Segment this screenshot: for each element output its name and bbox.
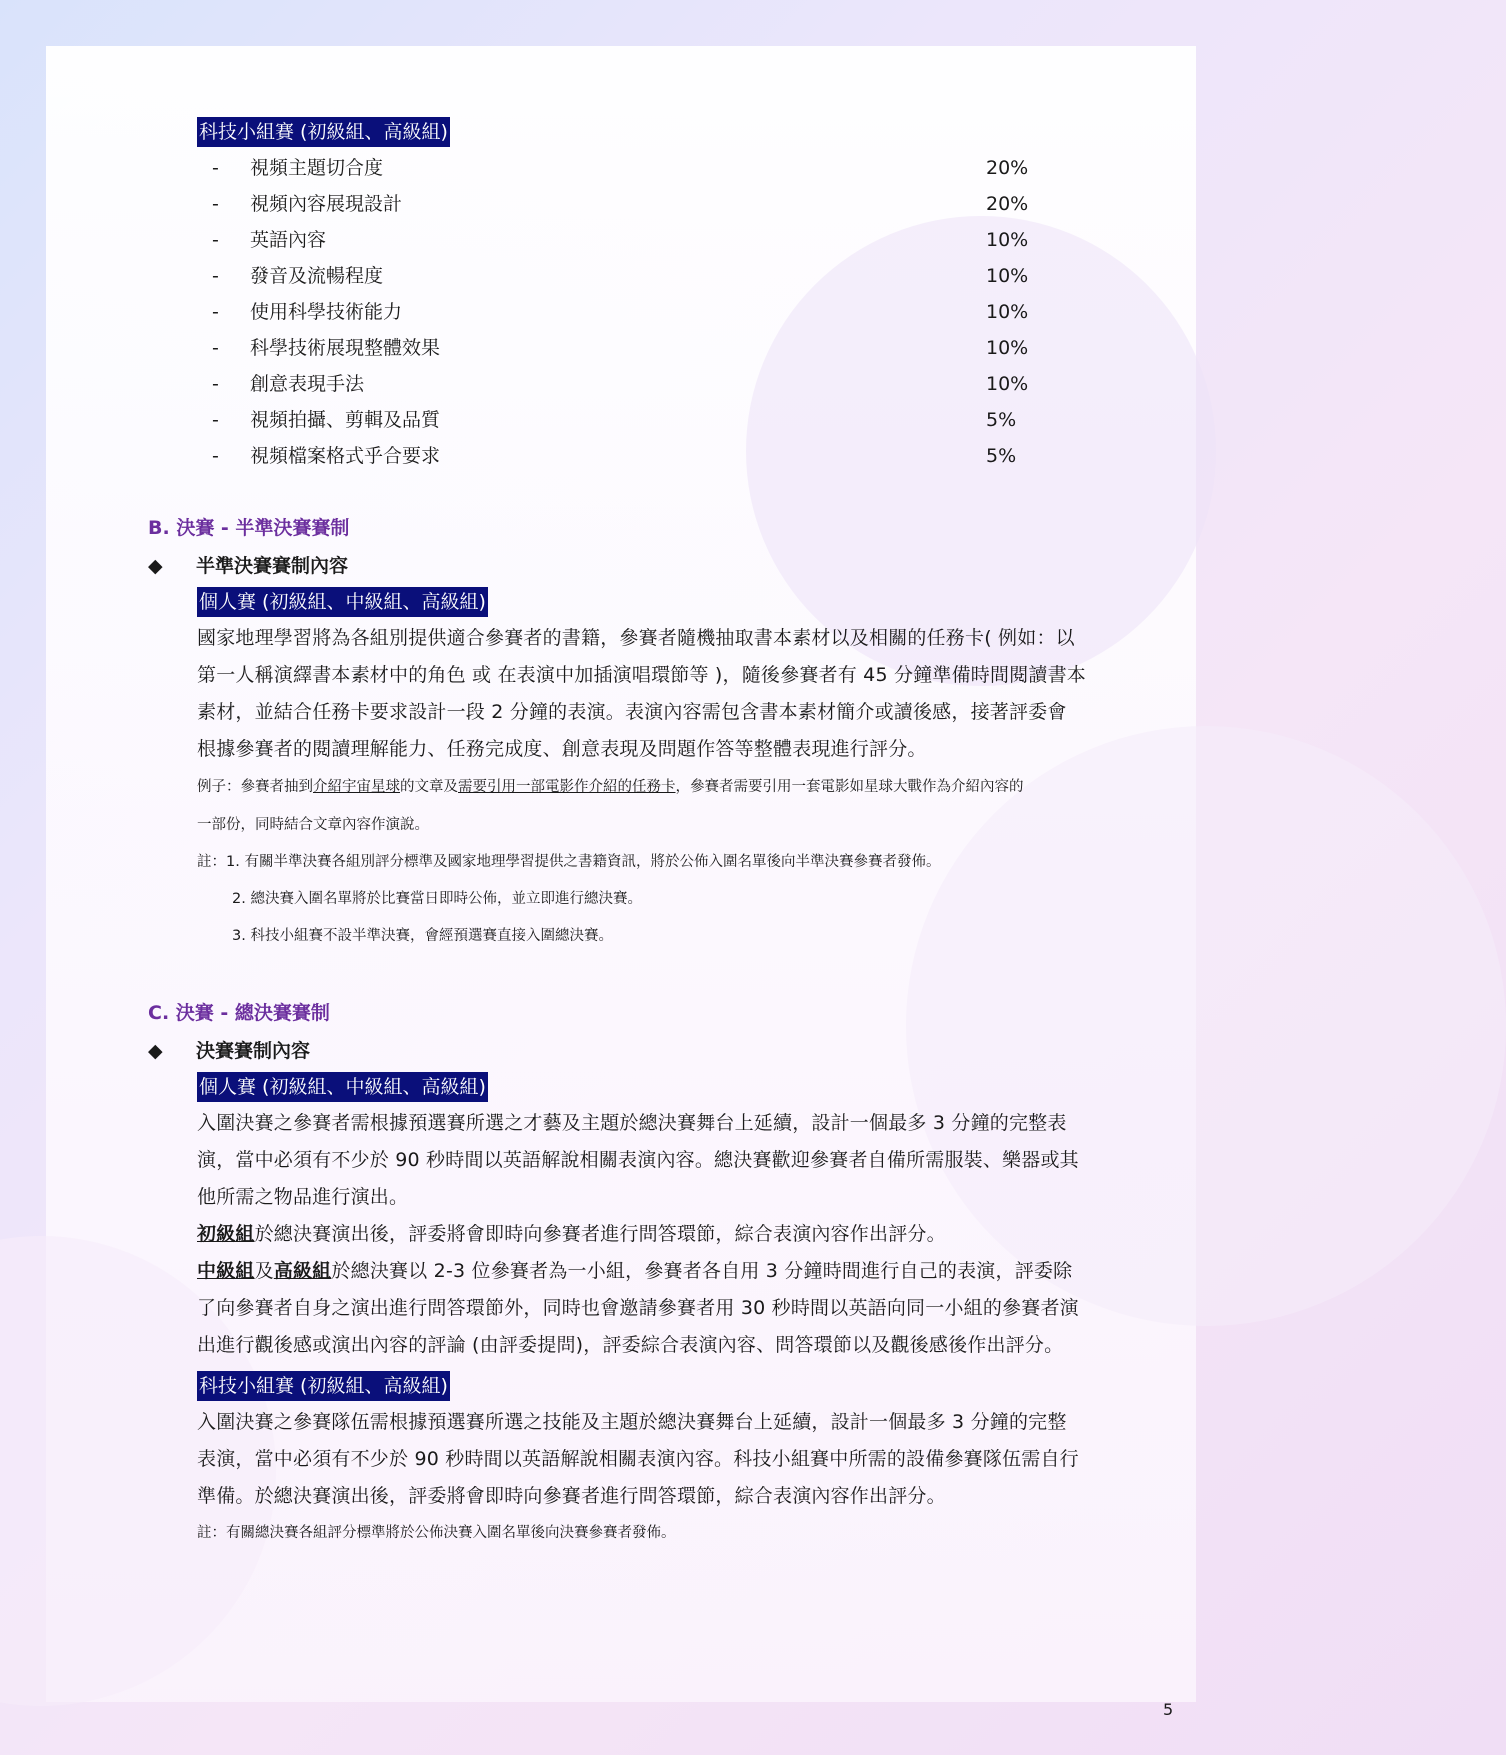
criteria-dash: -	[212, 337, 219, 359]
text-line: 準備。於總決賽演出後，評委將會即時向參賽者進行問答環節，綜合表演內容作出評分。	[197, 1485, 946, 1507]
text-line	[197, 1216, 1197, 1253]
example-part: 例子：參賽者抽到	[197, 779, 313, 795]
criteria-weight: 10%	[986, 301, 1029, 323]
criteria-name: 視頻拍攝、剪輯及品質	[250, 409, 441, 431]
tech-description	[197, 1404, 1197, 1515]
diamond-bullet-icon: ◆	[148, 555, 163, 577]
text-line: 素材，並結合任務卡要求設計一段 2 分鐘的表演。表演內容需包含書本素材簡介或讀後感，接著評委會	[197, 701, 1067, 723]
section-b-subheading	[148, 551, 348, 581]
note-2: 2. 總決賽入圍名單將於比賽當日即時公佈，並立即進行總決賽。	[232, 891, 642, 907]
group-name-high: 高級組	[273, 1260, 332, 1282]
text-line: 根據參賽者的閱讀理解能力、任務完成度、創意表現及問題作答等整體表現進行評分。	[197, 738, 927, 760]
document-content	[46, 46, 1196, 1719]
criteria-name: 視頻檔案格式乎合要求	[250, 445, 441, 467]
criteria-name: 發音及流暢程度	[250, 265, 384, 287]
group-name-mid: 中級組	[197, 1260, 255, 1282]
criteria-weight: 20%	[986, 193, 1029, 215]
criteria-name: 科學技術展現整體效果	[250, 337, 441, 359]
category-label-individual: 個人賽 (初級組、中級組、高級組)	[197, 1072, 488, 1102]
example-part: 的文章及	[400, 779, 458, 795]
section-b-description	[197, 620, 1197, 768]
criteria-name: 視頻主題切合度	[250, 157, 384, 179]
page-sheet	[46, 46, 1196, 1719]
text-line: 第一人稱演繹書本素材中的角色 或 在表演中加插演唱環節等 )，隨後參賽者有 45 分鐘準備時間閱讀書本	[197, 664, 1086, 686]
text-line: 入圍決賽之參賽者需根據預選賽所選之才藝及主題於總決賽舞台上延續，設計一個最多 3 分鐘的完整表	[197, 1112, 1067, 1134]
text-part: 及	[254, 1260, 274, 1282]
text-part: 於總決賽演出後，評委將會即時向參賽者進行問答環節，綜合表演內容作出評分。	[254, 1223, 946, 1245]
criteria-dash: -	[212, 409, 219, 431]
criteria-dash: -	[212, 445, 219, 467]
example-text	[197, 768, 1197, 844]
text-line: 出進行觀後感或演出內容的評論 (由評委提問)，評委綜合表演內容、問答環節以及觀後感後作出評分。	[197, 1334, 1064, 1356]
criteria-name: 使用科學技術能力	[250, 301, 403, 323]
criteria-name: 英語內容	[250, 229, 327, 251]
group-name-junior: 初級組	[197, 1223, 255, 1245]
text-part: 於總決賽以 2-3 位參賽者為一小組，參賽者各自用 3 分鐘時間進行自己的表演，評委除	[331, 1260, 1073, 1282]
criteria-dash: -	[212, 265, 219, 287]
example-underlined: 需要引用一部電影作介紹的任務卡	[458, 779, 676, 795]
criteria-weight: 10%	[986, 337, 1029, 359]
example-underlined: 介紹宇宙星球	[313, 779, 400, 795]
section-c-subheading	[148, 1036, 310, 1066]
subheading-text: 半準決賽賽制內容	[196, 555, 349, 577]
criteria-dash: -	[212, 193, 219, 215]
note-1: 註：1. 有關半準決賽各組別評分標準及國家地理學習提供之書籍資訊，將於公佈入圍名單後向半準決賽參賽者發佈。	[197, 854, 941, 870]
note-3: 3. 科技小組賽不設半準決賽，會經預選賽直接入圍總決賽。	[232, 928, 613, 944]
text-line: 他所需之物品進行演出。	[197, 1186, 409, 1208]
example-part: ，參賽者需要引用一套電影如星球大戰作為介紹內容的	[675, 779, 1024, 795]
section-c-heading: C. 決賽 - 總決賽賽制	[148, 1002, 330, 1024]
subheading-text: 決賽賽制內容	[196, 1040, 311, 1062]
section-c-description	[197, 1105, 1197, 1216]
criteria-dash: -	[212, 157, 219, 179]
text-line: 了向參賽者自身之演出進行問答環節外，同時也會邀請參賽者用 30 秒時間以英語向同一小組的參賽者演	[197, 1297, 1079, 1319]
criteria-weight: 5%	[986, 445, 1017, 467]
criteria-dash: -	[212, 229, 219, 251]
section-b-heading: B. 決賽 - 半準決賽賽制	[148, 517, 350, 539]
criteria-dash: -	[212, 301, 219, 323]
text-line: 表演，當中必須有不少於 90 秒時間以英語解說相關表演內容。科技小組賽中所需的設備參賽隊伍需自行	[197, 1448, 1079, 1470]
category-label-individual: 個人賽 (初級組、中級組、高級組)	[197, 587, 488, 617]
junior-description	[197, 1216, 1197, 1253]
text-line: 國家地理學習將為各組別提供適合參賽者的書籍，參賽者隨機抽取書本素材以及相關的任務卡( 例如：以	[197, 627, 1075, 649]
criteria-weight: 20%	[986, 157, 1029, 179]
category-label-tech: 科技小組賽 (初級組、高級組)	[197, 1371, 450, 1401]
text-line	[197, 1253, 1197, 1290]
category-label-tech: 科技小組賽 (初級組、高級組)	[197, 117, 450, 147]
criteria-dash: -	[212, 373, 219, 395]
criteria-weight: 10%	[986, 229, 1029, 251]
example-line-1	[197, 768, 1197, 806]
criteria-name: 視頻內容展現設計	[250, 193, 403, 215]
text-line: 演，當中必須有不少於 90 秒時間以英語解說相關表演內容。總決賽歡迎參賽者自備所需服裝、樂器或其	[197, 1149, 1079, 1171]
criteria-weight: 10%	[986, 265, 1029, 287]
diamond-bullet-icon: ◆	[148, 1040, 163, 1062]
criteria-weight: 5%	[986, 409, 1017, 431]
criteria-weight: 10%	[986, 373, 1029, 395]
text-line: 入圍決賽之參賽隊伍需根據預選賽所選之技能及主題於總決賽舞台上延續，設計一個最多 3 分鐘的完整	[197, 1411, 1067, 1433]
mid-high-description	[197, 1253, 1197, 1364]
page-number: 5	[1163, 1700, 1174, 1719]
example-line-2: 一部份，同時結合文章內容作演說。	[197, 817, 429, 833]
final-note: 註：有關總決賽各組評分標準將於公佈決賽入圍名單後向決賽參賽者發佈。	[197, 1525, 676, 1541]
criteria-name: 創意表現手法	[250, 373, 365, 395]
